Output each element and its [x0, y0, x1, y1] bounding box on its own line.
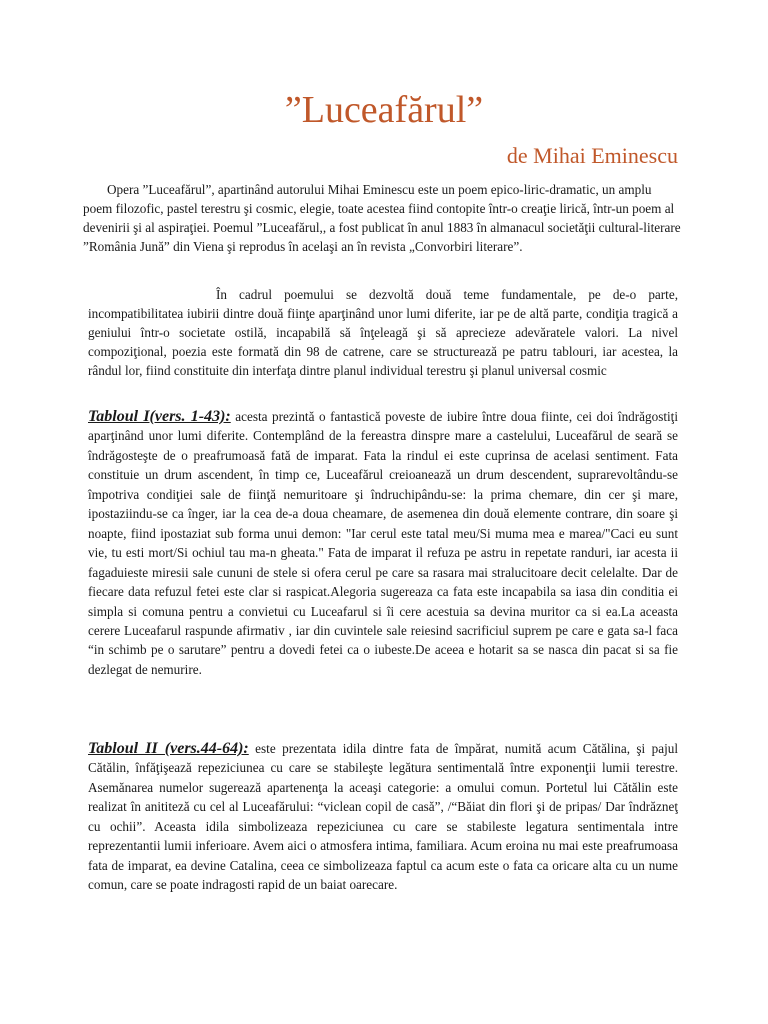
page-title: ”Luceafărul”	[284, 89, 484, 131]
themes-paragraph	[88, 285, 678, 380]
intro-text: Opera ”Luceafărul”, apartinând autorului Mihai Eminescu este un poem epico-liric-dramatic, un amplu poem filozofic, pastel terestru şi cosmic, elegie, toate acestea fiind contopite într-o creaţie lirică, într-un poem al devenirii şi al aspiraţiei. Poemul ”Luceafărul,, a fost publicat în anul 1883 în almanacul societăţii cultural-literare ”România Jună” din Viena şi reprodus în acelaşi an în revista „Convorbiri literare”.	[83, 182, 681, 254]
tablou-1-text: acesta prezintă o fantastică poveste de iubire între doua fiinte, cei doi îndrăgostiţi aparţinând unor lumi diferite. Contemplând de la fereastra dinspre mare a castelului, Luceafărul de seară se îndrăgosteşte de o preafrumoasă fată de imparat. Fata la rindul ei este cuprinsa de acelasi sentiment. Fata constituie un drum ascendent, în timp ce, Luceafărul creioanează un drum descendent, suprarevoltându-se împotriva condiţiei sale de fiinţă nemuritoare şi îndruchipându-se: la prima chemare, din cer şi mare, ipostaziindu-se ca înger, iar la cea de-a doua cheamare, de asemenea din două elemente contrare, din soare şi noapte, fiind ipostaziat sub forma unui demon: "Iar cerul este tatal meu/Si muma mea e marea/"Caci eu sunt vie, tu esti mort/Si ochiul tau ma-n gheata." Fata de imparat il refuza pe astru in repetate randuri, iar acesta ii fagaduieste miresii sale cununi de stele si ofera cerul pe care sa rasara mai stralucitoare decit celelalte. Dar de fiecare data refuzul fetei este clar si raspicat.Alegoria sugereaza ca fata este incapabila sa iasa din conditia ei simpla si comuna pentru a convietui cu Luceafarul si îi cere acestuia sa devina muritor ca si ea.La aceasta cerere Luceafarul raspunde afirmativ , iar din cuvintele sale reiesind sacrificiul suprem pe care e gata sa-l faca “in schimb pe o sarutare” pentru a dovedi fetei ca o iubeste.De aceea e hotarit sa se nasca din pacat si sa fie dezlegat de nemurire.	[88, 409, 678, 677]
intro-paragraph	[83, 180, 681, 256]
tablou-1-paragraph	[88, 407, 678, 679]
tablou-2-text: este prezentata idila dintre fata de împărat, numită acum Cătălina, şi pajul Cătălin, înfăţişează repeziciunea cu care se stabileşte legătura sentimentală între exponenţii lumii terestre. Asemănarea numelor sugerează apartenenţa la aceaşi categorie: a omului comun. Portetul lui Cătălin este realizat în anititeză cu cel al Luceafărului: “viclean copil de casă”, /“Băiat din flori şi de pripas/ Dar îndrăzneţ cu ochii”. Aceasta idila simbolizeaza repeziciunea cu care se stabileste legatura sentimentala intre reprezentantii lumii inferioare. Avem aici o atmosfera intima, familiara. Acum eroina nu mai este preafrumoasa fata de imparat, ea devine Catalina, ceea ce simbolizeaza faptul ca acum este o fata ca oricare alta cu un nume comun, care se poate indragosti rapid de un baiat oarecare.	[88, 741, 679, 893]
tablou-2-paragraph	[88, 739, 678, 895]
page-subtitle: de Mihai Eminescu	[506, 143, 678, 168]
themes-text: În cadrul poemului se dezvoltă două teme fundamentale, pe de-o parte, incompatibilitatea iubirii dintre două fiinţe aparţinând unor lumi diferite, iar pe de altă parte, condiţia tragică a geniului într-o societate ostilă, incapabilă să înţeleagă şi să aprecieze adevăratele valori. La nivel compoziţional, poezia este formată din 98 de catrene, care se structurează pe patru tablouri, iar acestea, la rândul lor, fiind constituite din interfaţa dintre planul individual terestru şi planul universal cosmic	[88, 287, 678, 378]
tablou-1-heading: Tabloul I(vers. 1-43):	[88, 408, 231, 425]
tablou-2-heading: Tabloul II (vers.44-64):	[88, 740, 249, 757]
